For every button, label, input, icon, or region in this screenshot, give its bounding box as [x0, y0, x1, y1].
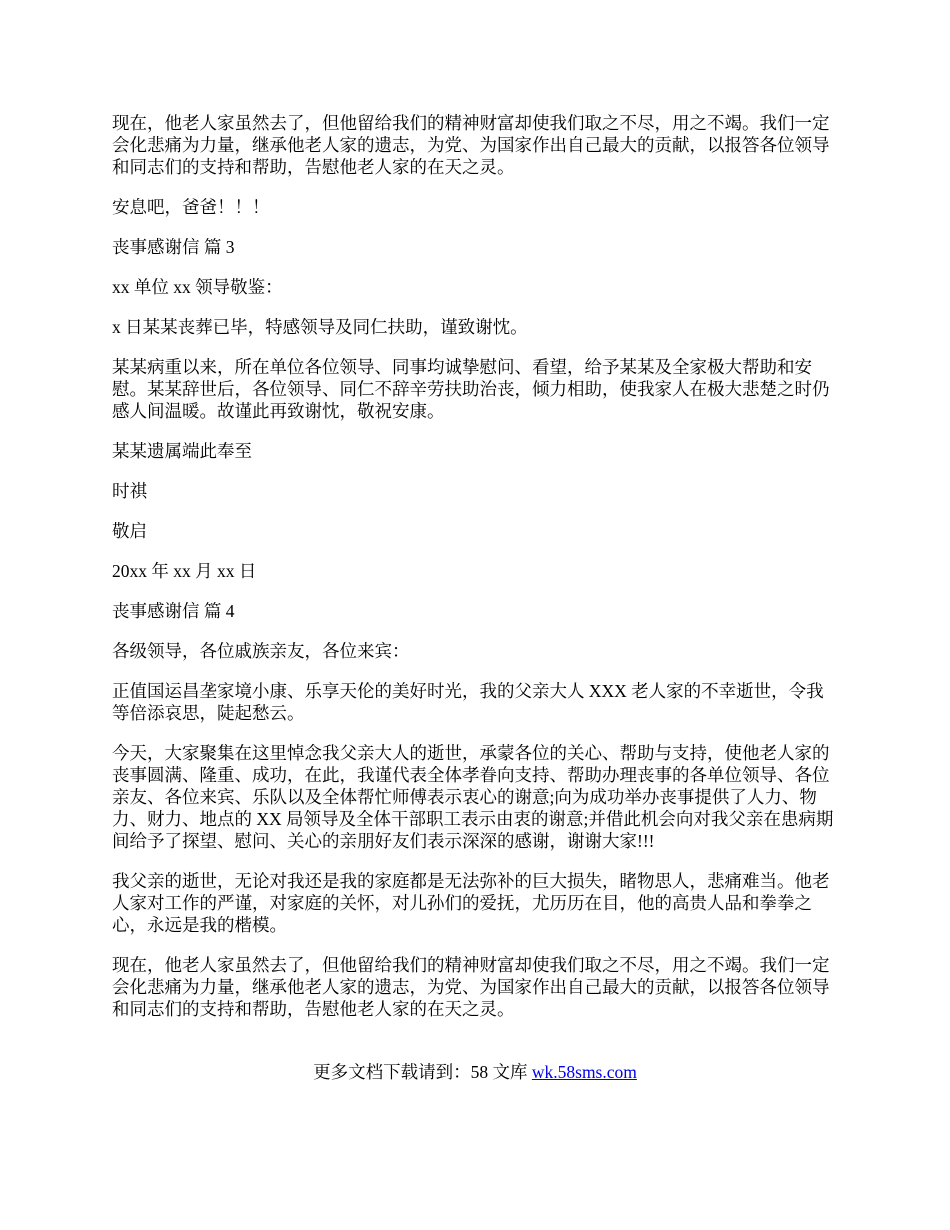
section-heading-3: 丧事感谢信 篇 3 — [112, 237, 235, 257]
closing-respect: 敬启 — [112, 521, 147, 541]
paragraph-closing-1: 现在，他老人家虽然去了，但他留给我们的精神财富却使我们取之不尽，用之不竭。我们一定会化悲痛为力量，继承他老人家的遗志，为党、为国家作出自己最大的贡献，以报答各位领导和同志们的支持和帮助，告慰他老人家的在天之灵。 — [112, 113, 830, 177]
paragraph-intro: 正值国运昌垄家境小康、乐享天伦的美好时光，我的父亲大人 XXX 老人家的不幸逝世，令我等倍添哀思，陡起愁云。 — [112, 681, 824, 723]
closing-wish: 时祺 — [112, 481, 147, 501]
paragraph-closing-2: 现在，他老人家虽然去了，但他留给我们的精神财富却使我们取之不尽，用之不竭。我们一定会化悲痛为力量，继承他老人家的遗志，为党、为国家作出自己最大的贡献，以报答各位领导和同志们的支持和帮助，告慰他老人家的在天之灵。 — [112, 955, 830, 1019]
signature-line: 某某遗属端此奉至 — [112, 441, 252, 461]
paragraph-farewell: 安息吧，爸爸！！！ — [112, 197, 270, 217]
paragraph-thanks-brief: x 日某某丧葬已毕，特感领导及同仁扶助，谨致谢忱。 — [112, 317, 528, 337]
footer-link[interactable]: wk.58sms.com — [531, 1062, 637, 1082]
salutation-3: xx 单位 xx 领导敬鉴： — [112, 277, 283, 297]
salutation-4: 各级领导，各位戚族亲友，各位来宾： — [112, 641, 410, 661]
letter-date: 20xx 年 xx 月 xx 日 — [112, 561, 257, 581]
paragraph-loss: 我父亲的逝世，无论对我还是我的家庭都是无法弥补的巨大损失，睹物思人，悲痛难当。他老人家对工作的严谨，对家庭的关怀，对儿孙们的爱抚，尤历历在目，他的高贵人品和拳拳之心，永远是我的楷模。 — [112, 871, 830, 935]
paragraph-thanks-detail: 某某病重以来，所在单位各位领导、同事均诚挚慰问、看望，给予某某及全家极大帮助和安慰。某某辞世后，各位领导、同仁不辞辛劳扶助治丧，倾力相助，使我家人在极大悲楚之时仍感人间温暖。故谨此再致谢忱，敬祝安康。 — [112, 357, 830, 421]
section-heading-4: 丧事感谢信 篇 4 — [112, 601, 235, 621]
footer-prefix: 更多文档下载请到：58 文库 — [313, 1062, 532, 1082]
download-footer — [0, 1061, 950, 1083]
paragraph-gratitude: 今天，大家聚集在这里悼念我父亲大人的逝世，承蒙各位的关心、帮助与支持，使他老人家的丧事圆满、隆重、成功，在此，我谨代表全体孝眷向支持、帮助办理丧事的各单位领导、各位亲友、各位来宾、乐队以及全体帮忙师傅表示衷心的谢意;向为成功举办丧事提供了人力、物力、财力、地点的 XX 局领导及全体干部职工表示由衷的谢意;并借此机会向对我父亲在患病期间给予了探望、慰问、关心的亲朋好友们表示深深的感谢，谢谢大家!!! — [112, 743, 834, 851]
document-body — [112, 112, 840, 1038]
